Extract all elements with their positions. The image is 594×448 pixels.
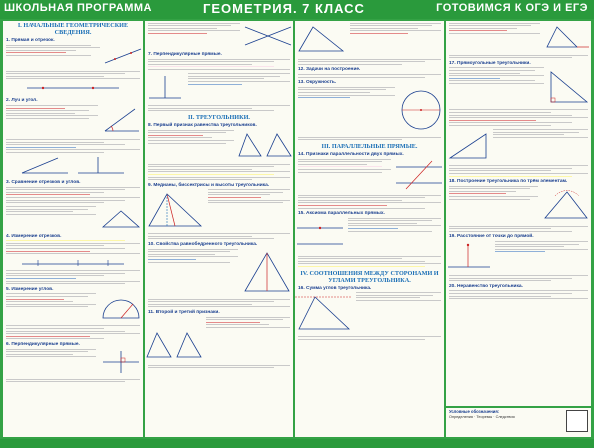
content-block	[3, 292, 143, 324]
content-block	[446, 239, 591, 273]
title-banner	[0, 0, 594, 19]
column-1	[3, 21, 143, 437]
subheading: 11. Второй и третий признаки.	[148, 310, 220, 316]
subheading: 6. Перпендикулярные прямые.	[6, 341, 80, 347]
content-block	[295, 216, 444, 254]
section-title-4: IV. СООТНОШЕНИЯ МЕЖДУ СТОРОНАМИ И УГЛАМИ ТРЕУГОЛЬНИКА.	[300, 269, 439, 284]
content-block	[295, 21, 444, 57]
subheading: 8. Первый признак равенства треугольников.	[148, 122, 257, 128]
subheading: 1. Прямая и отрезок.	[6, 38, 55, 43]
median-figure	[145, 190, 205, 230]
triangle-pair-figure	[145, 317, 203, 361]
ruler-figure	[18, 256, 128, 268]
angle-sum-figure	[295, 293, 353, 333]
content-block	[295, 85, 444, 135]
banner-left: ШКОЛЬНАЯ ПРОГРАММА	[4, 2, 152, 14]
content-block	[3, 103, 143, 137]
isosceles-figure	[241, 249, 293, 295]
subheading: 16. Сумма углов треугольника.	[298, 285, 372, 291]
content-block	[446, 128, 591, 164]
subheading: 13. Окружность.	[298, 80, 337, 86]
compare-figure	[99, 207, 143, 231]
exterior-angle-figure	[543, 23, 591, 51]
content-block	[446, 66, 591, 108]
right-triangle-figure	[547, 68, 591, 106]
triangle-figure	[295, 23, 347, 55]
content-block	[145, 21, 293, 51]
perpendicular-figure	[99, 349, 143, 375]
subheading: 3. Сравнение отрезков и углов.	[6, 179, 81, 185]
section-title-1: I. НАЧАЛЬНЫЕ ГЕОМЕТРИЧЕСКИЕ СВЕДЕНИЯ.	[17, 22, 129, 36]
right-triangle-figure-2	[446, 130, 490, 162]
section-title-2: II. ТРЕУГОЛЬНИКИ.	[188, 113, 250, 121]
subheading: 10. Свойства равнобедренного треугольника.	[148, 242, 258, 248]
legend-note: Определения · Теоремы · Следствия	[449, 415, 515, 419]
vertical-angles-figure	[243, 23, 293, 49]
section-title-3: III. ПАРАЛЛЕЛЬНЫЕ ПРЯМЫЕ.	[321, 142, 418, 150]
content-block	[3, 43, 143, 69]
legend-title: Условные обозначения:	[449, 409, 500, 414]
line-figure	[103, 45, 143, 67]
subheading: 7. Перпендикулярные прямые.	[148, 52, 222, 57]
content-block	[145, 315, 293, 363]
column-4	[446, 21, 591, 406]
subheading: 4. Измерение отрезков.	[6, 233, 62, 239]
distance-figure	[446, 241, 492, 271]
content-block	[145, 128, 293, 162]
subheading: 15. Аксиома параллельных прямых.	[298, 211, 385, 217]
column-2	[145, 21, 293, 437]
parallel-lines-figure	[394, 159, 444, 191]
axiom-figure	[295, 218, 345, 252]
content-block	[145, 72, 293, 104]
subheading: 20. Неравенство треугольника.	[449, 283, 523, 289]
angles-figure	[18, 155, 128, 177]
subheading: 12. Задачи на построение.	[298, 67, 361, 73]
content-block	[295, 157, 444, 193]
perp-lines-figure	[145, 74, 185, 102]
banner-right: ГОТОВИМСЯ К ОГЭ И ЕГЭ	[436, 2, 588, 14]
content-block	[145, 188, 293, 232]
logo-icon	[566, 410, 588, 432]
content-block	[446, 21, 591, 53]
subheading: 17. Прямоугольные треугольники.	[449, 60, 531, 66]
content-block	[3, 347, 143, 377]
content-block	[145, 247, 293, 297]
subheading: 2. Луч и угол.	[6, 98, 38, 104]
bottom-strip	[0, 439, 594, 448]
subheading: 19. Расстояние от точки до прямой.	[449, 234, 534, 240]
triangles-figure	[237, 130, 293, 160]
banner-title: ГЕОМЕТРИЯ. 7 КЛАСС	[203, 1, 365, 16]
subheading: 18. Построение треугольника по трём элементам.	[449, 179, 568, 185]
angle-figure	[101, 105, 143, 135]
legend-box	[446, 408, 591, 437]
content-block	[446, 184, 591, 224]
construction-figure	[541, 186, 591, 222]
circle-figure	[398, 87, 444, 133]
subheading: 14. Признаки параллельности двух прямых.	[298, 151, 404, 157]
content-block	[295, 291, 444, 335]
segment-figure	[23, 81, 123, 95]
content-block	[3, 205, 143, 233]
subheading: 9. Медианы, биссектрисы и высоты треугольника.	[148, 182, 270, 188]
subheading: 5. Измерение углов.	[6, 286, 54, 292]
protractor-figure	[99, 294, 143, 322]
column-3	[295, 21, 444, 437]
